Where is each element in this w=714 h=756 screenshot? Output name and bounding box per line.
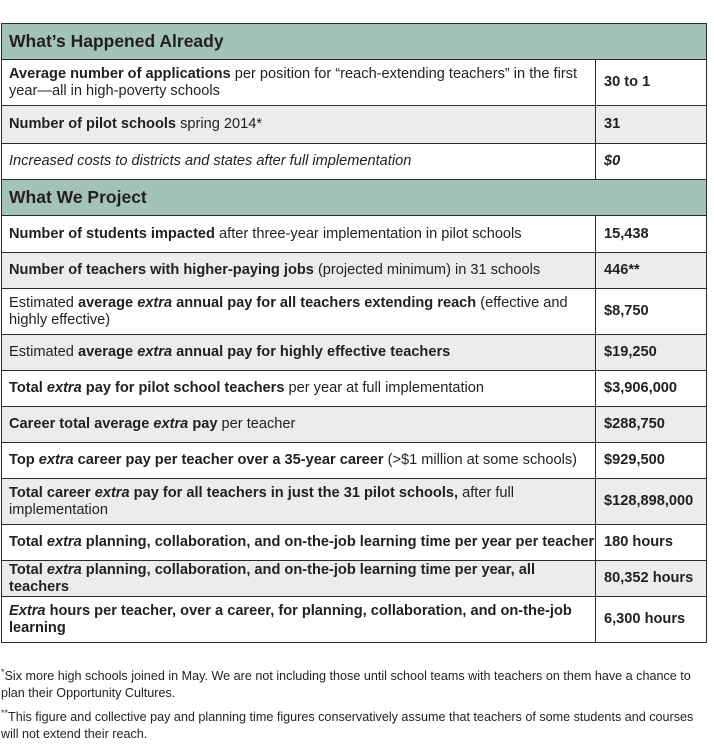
row-label-part: Increased costs to districts and states after full implementation [9,153,412,169]
row-label-part: pay for pilot school teachers [81,380,285,396]
table-row [2,144,707,180]
row-label-part: extra [137,344,173,360]
row-label-part: pay for all teachers in just the 31 pilot schools, [129,484,459,501]
row-value: 30 to 1 [596,60,707,106]
table-row [2,561,707,597]
row-value: 31 [596,106,707,144]
row-label-part: per teacher [217,416,296,432]
table-row [2,289,707,335]
row-value: $3,906,000 [596,371,707,407]
row-label-part: planning, collaboration, and on-the-job learning time per year per teacher [81,534,595,550]
row-label [2,253,596,289]
row-label-part: after full implementation [9,484,515,518]
row-label-part: average [77,344,138,360]
footnote-1-mark: * [1,667,5,677]
row-label-part: extra [94,484,130,501]
row-label-part: (>$1 million at some schools) [383,452,577,468]
row-value: 15,438 [596,216,707,253]
row-value: $929,500 [596,443,707,479]
row-label-part: average [77,294,138,311]
row-label [2,561,596,597]
row-label-part: extra [153,416,189,432]
table-row [2,106,707,144]
row-label [2,443,596,479]
table-row [2,407,707,443]
row-label [2,407,596,443]
row-label-part: Career total average [9,416,154,432]
row-label [2,597,596,643]
row-value: 180 hours [596,525,707,561]
row-label [2,216,596,253]
row-label-part: extra [38,452,74,468]
row-label-part: (effective and highly effective) [9,294,568,328]
row-label [2,335,596,371]
table-row [2,443,707,479]
row-label-part: Total [9,561,47,578]
row-label-part: Average number of applications [9,65,231,82]
row-label [2,106,596,144]
row-label-part: Estimated [9,344,78,360]
row-label-part: Number of students impacted [9,225,215,242]
row-label [2,479,596,525]
row-label-part: Number of pilot schools [9,116,177,132]
footnote-2-text: This figure and collective pay and planning time figures conservatively assume that teachers of some students and courses will not extend their reach. [1,710,694,741]
row-label-part: Estimated [9,294,78,311]
row-label-part: extra [46,380,82,396]
row-label-part: after three-year implementation in pilot schools [214,225,522,242]
section-title: What’s Happened Already [2,24,707,60]
row-label-part: (projected minimum) in 31 schools [313,262,541,278]
row-value: $0 [596,144,707,180]
row-label-part: per year at full implementation [284,380,485,396]
footnote-2-mark: ** [1,708,9,718]
row-value: $288,750 [596,407,707,443]
table-row [2,371,707,407]
row-label-part: Total [9,534,47,550]
row-value: 6,300 hours [596,597,707,643]
row-label-part: planning, collaboration, and on-the-job learning time per year, all teachers [9,561,536,595]
row-label [2,144,596,180]
row-label [2,525,596,561]
row-value: $8,750 [596,289,707,335]
row-value: $19,250 [596,335,707,371]
section-header [2,24,707,60]
footnote-1-text: Six more high schools joined in May. We are not including those until school teams with teachers on them have a chance to plan their Opportunity Cultures. [1,669,691,700]
row-label-part: Top [9,452,39,468]
table-row [2,253,707,289]
row-label [2,371,596,407]
row-value: 446** [596,253,707,289]
row-label [2,60,596,106]
row-label-part: extra [46,561,82,578]
row-label-part: Total career [9,484,95,501]
row-label-part: Number of teachers with higher-paying jobs [9,262,314,278]
table-row [2,479,707,525]
row-value: $128,898,000 [596,479,707,525]
row-label-part: hours per teacher, over a career, for planning, collaboration, and on-the-job learning [9,602,572,636]
table-row [2,216,707,253]
row-label-part: extra [137,294,173,311]
table-row [2,335,707,371]
row-label-part: annual pay for highly effective teachers [172,344,451,360]
row-label-part: pay [188,416,218,432]
table-row [2,597,707,643]
row-label-part: annual pay for all teachers extending reach [172,294,477,311]
row-label-part: Total [9,380,47,396]
row-label-part: per position for “reach-extending teachers” in the first year—all in high-poverty schools [9,65,578,99]
table-row [2,525,707,561]
footnote-1 [1,668,706,702]
row-label [2,289,596,335]
facts-table [1,23,707,643]
row-label-part: career pay per teacher over a 35-year career [73,452,384,468]
table-row [2,60,707,106]
row-value: 80,352 hours [596,561,707,597]
section-header [2,180,707,216]
row-label-part: extra [46,534,82,550]
footnote-2 [1,709,706,743]
row-label-part: spring 2014* [176,116,263,132]
row-label-part: Extra [9,602,46,619]
section-title: What We Project [2,180,707,216]
